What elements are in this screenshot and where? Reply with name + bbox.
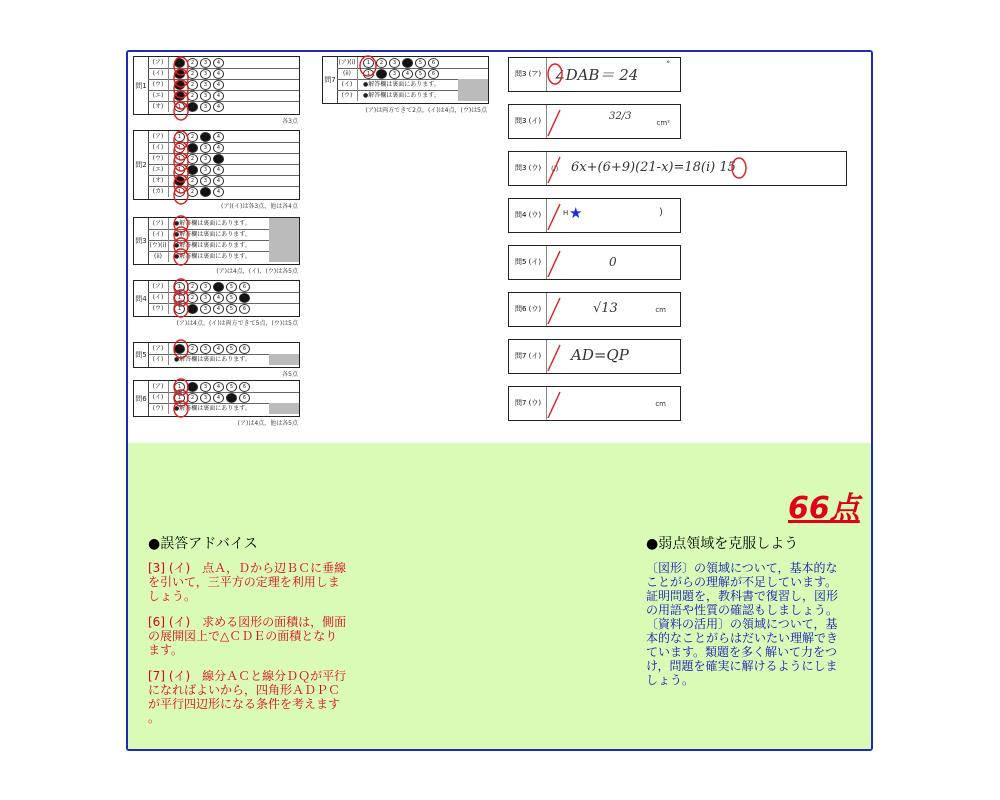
answer-box [508, 57, 681, 92]
advice-item: [3] (イ) 点Ａ，Ｄから辺ＢＣに垂線 を引いて，三平方の定理を利用しま しょう。 [148, 561, 347, 603]
bubbles: 1 2 3 4 [174, 176, 224, 186]
row-label: (ウ) [148, 303, 169, 314]
answer-box [508, 198, 681, 233]
row-label: (ア) [148, 57, 169, 68]
answer-unit: cm [655, 306, 666, 314]
answer-box [508, 292, 681, 327]
handwritten-answer: 0 [609, 255, 617, 269]
row-label: (ウ)(i) [148, 240, 169, 251]
shaded-cell [269, 251, 299, 262]
answer-box [508, 245, 681, 280]
bubbles: 1 2 3 4 [174, 58, 224, 68]
handwritten-answer: AD=QP [571, 346, 629, 364]
answer-box [508, 104, 681, 139]
row-label: (オ) [148, 101, 169, 112]
answer-on-back-note: ●解答欄は裏面にあります。 [363, 92, 440, 99]
bubbles: 1 2 3 4 [174, 91, 224, 101]
row-label: (ウ) [148, 403, 169, 414]
points-note: (ア)は4点，他は各5点 [237, 420, 298, 427]
bubbles: 1 2 3 4 [174, 132, 224, 142]
answer-box-label: 問7 (ウ) [509, 387, 547, 420]
answer-box [508, 339, 681, 374]
bubbles: 1 2 3 4 5 6 [174, 344, 250, 354]
handwritten-answer: √13 [593, 301, 618, 316]
question-label: 問4 [134, 281, 149, 316]
answer-box [508, 386, 681, 421]
answer-on-back-note: ●解答欄は裏面にあります。 [174, 220, 251, 227]
question-label: 問7 [323, 57, 338, 103]
question-block-3 [133, 217, 300, 265]
answer-on-back-note: ●解答欄は裏面にあります。 [174, 356, 251, 363]
answer-box [508, 151, 847, 186]
row-label: (エ) [148, 90, 169, 101]
points-note: (ア)は4点，(イ)，(ウ)は各5点 [216, 268, 298, 275]
row-label: (ア) [148, 381, 169, 392]
row-label: (イ) [148, 292, 169, 303]
handwritten-answer: 32/3 [609, 111, 632, 122]
row-label: (ウ) [148, 79, 169, 90]
row-label: (エ) [148, 164, 169, 175]
bubbles: 1 2 3 4 5 6 [174, 282, 250, 292]
row-label: (ア)(i) [337, 57, 358, 68]
question-block-1 [133, 56, 300, 115]
points-note: (ア)は両方できて2点，(イ)は4点，(ウ)は5点 [365, 107, 487, 114]
row-label: (ii) [148, 251, 169, 262]
shaded-cell [269, 403, 299, 414]
advice-item: [6] (イ) 求める図形の面積は，側面 の展開図上で△ＣＤＥの面積となり ます。 [148, 615, 347, 657]
answer-box-label: 問3 (ア) [509, 58, 547, 91]
points-note: 各3点 [282, 118, 298, 125]
advice-title: ●誤答アドバイス [148, 536, 258, 552]
question-label: 問5 [134, 343, 149, 367]
row-label: (イ) [148, 68, 169, 79]
answer-box-label: 問3 (ウ) [509, 152, 547, 185]
bubbles: 1 2 3 4 [174, 143, 224, 153]
answer-box-label: 問5 (イ) [509, 246, 547, 279]
answer-on-back-note: ●解答欄は裏面にあります。 [363, 81, 440, 88]
answer-sub-label: (i) [551, 165, 559, 173]
shaded-cell [458, 90, 488, 101]
weakness-text: 〔図形〕の領域について，基本的な ことがらの理解が不足しています。 証明問題を，教科書で復習し，図形 の用語や性質の確認もしましょう。 〔資料の活用〕の領域について，基 本的なことがらはだいたい理解でき ています。類題を多く解いて力をつ け，問題を確実に解けるようにしま しょう。 [646, 561, 839, 687]
answer-sub-label: H [563, 209, 569, 217]
shaded-cell [269, 218, 299, 229]
answer-box-label: 問4 (ウ) [509, 199, 547, 232]
bubbles: 1 2 3 4 5 6 [363, 69, 439, 79]
bubbles: 1 2 3 4 [174, 165, 224, 175]
bubbles: 1 2 3 4 5 6 [174, 293, 250, 303]
question-label: 問2 [134, 131, 149, 199]
row-label: (ア) [148, 218, 169, 229]
question-label: 問1 [134, 57, 149, 114]
answer-sheet-image [128, 52, 871, 443]
advice-item: [7] (イ) 線分ＡＣと線分ＤＱが平行 になればよいから，四角形ＡＤＰＣ が平行四辺形になる条件を考えます 。 [148, 669, 347, 725]
answer-box-label: 問6 (ウ) [509, 293, 547, 326]
weakness-title: ●弱点領域を克服しよう [646, 536, 799, 552]
result-frame [126, 50, 873, 751]
row-label: (オ) [148, 175, 169, 186]
shaded-cell [269, 240, 299, 251]
shaded-cell [458, 79, 488, 90]
row-label: (イ) [148, 392, 169, 403]
bubbles: 1 2 3 4 5 6 [174, 304, 250, 314]
score: 66点 [788, 491, 860, 526]
feedback-panel [128, 443, 871, 749]
answer-unit: cm [655, 400, 666, 408]
row-label: (イ) [337, 79, 358, 90]
row-label: (ア) [148, 131, 169, 142]
handwritten-answer: 6x+(6+9)(21-x)=18(i) 15 [571, 160, 736, 175]
row-label: (ウ) [337, 90, 358, 101]
star-marker: ★ [569, 204, 583, 222]
row-label: (ii) [337, 68, 358, 79]
bubbles: 1 2 3 4 5 6 [363, 58, 439, 68]
answer-on-back-note: ●解答欄は裏面にあります。 [174, 253, 251, 260]
bubbles: 1 2 3 4 [174, 69, 224, 79]
answer-unit: ° [666, 60, 670, 68]
row-label: (カ) [148, 186, 169, 197]
shaded-cell [269, 354, 299, 365]
row-label: (イ) [148, 142, 169, 153]
question-label: 問6 [134, 381, 149, 416]
bubbles: 1 2 3 4 5 6 [174, 393, 250, 403]
row-label: (ア) [148, 281, 169, 292]
answer-unit: cm² [656, 119, 670, 127]
points-note: 各5点 [282, 371, 298, 378]
question-block-6 [133, 380, 300, 417]
paren-close: ) [659, 207, 663, 218]
question-block-4 [133, 280, 300, 317]
question-block-5 [133, 342, 300, 368]
row-label: (ウ) [148, 153, 169, 164]
answer-on-back-note: ●解答欄は裏面にあります。 [174, 405, 251, 412]
row-label: (ア) [148, 343, 169, 354]
question-label: 問3 [134, 218, 149, 264]
bubbles: 1 2 3 4 [174, 187, 224, 197]
handwritten-answer: ∠DAB＝ 24 [553, 66, 639, 84]
answer-on-back-note: ●解答欄は裏面にあります。 [174, 231, 251, 238]
bubbles: 1 2 3 4 5 6 [174, 382, 250, 392]
shaded-cell [269, 229, 299, 240]
bubbles: 1 2 3 4 [174, 102, 224, 112]
points-note: (ア)(イ)は各3点，他は各4点 [221, 203, 298, 210]
question-block-2 [133, 130, 300, 200]
bubbles: 1 2 3 4 [174, 80, 224, 90]
row-label: (イ) [148, 354, 169, 365]
answer-box-label: 問7 (イ) [509, 340, 547, 373]
row-label: (イ) [148, 229, 169, 240]
answer-on-back-note: ●解答欄は裏面にあります。 [174, 242, 251, 249]
question-block-7 [322, 56, 489, 104]
points-note: (ア)は4点，(イ)は両方できて5点，(ウ)は5点 [176, 320, 298, 327]
answer-box-label: 問3 (イ) [509, 105, 547, 138]
bubbles: 1 2 3 4 [174, 154, 224, 164]
